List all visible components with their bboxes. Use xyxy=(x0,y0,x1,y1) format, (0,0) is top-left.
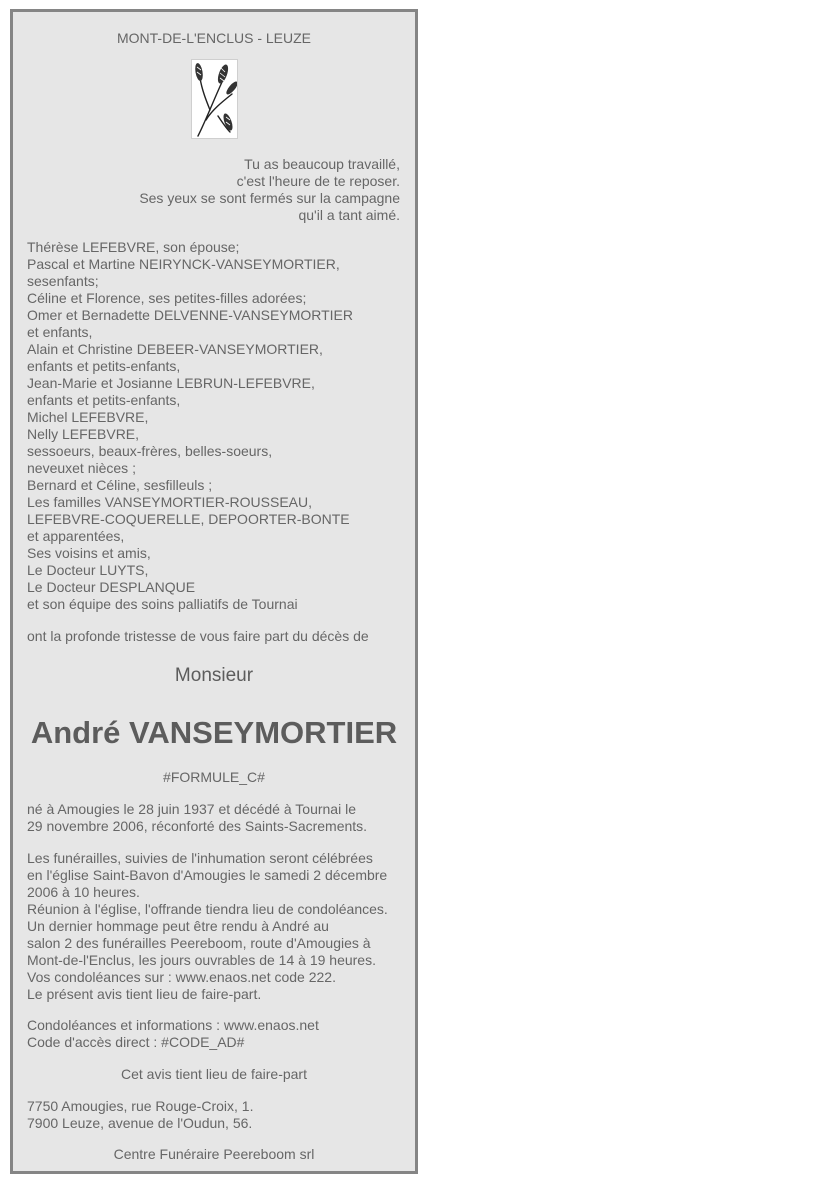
family-line: Céline et Florence, ses petites-filles adorées; xyxy=(27,290,307,306)
family-line: Michel LEFEBVRE, xyxy=(27,409,149,425)
family-line: et apparentées, xyxy=(27,528,125,544)
funeral-line: salon 2 des funérailles Peereboom, route d'Amougies à xyxy=(27,935,371,951)
family-line: Nelly LEFEBVRE, xyxy=(27,426,140,442)
family-line: Le Docteur LUYTS, xyxy=(27,562,149,578)
poem-line: Ses yeux se sont fermés sur la campagne xyxy=(139,190,400,206)
funeral-line: 2006 à 10 heures. xyxy=(27,884,140,900)
family-line: LEFEBVRE-COQUERELLE, DEPOORTER-BONTE xyxy=(27,511,350,527)
deceased-title: Monsieur xyxy=(174,665,254,686)
poem-line: c'est l'heure de te reposer. xyxy=(236,173,400,189)
family-line: enfants et petits-enfants, xyxy=(27,358,181,374)
address-line: 7750 Amougies, rue Rouge-Croix, 1. xyxy=(27,1098,254,1114)
funeral-line: Réunion à l'église, l'offrande tiendra lieu de condoléances. xyxy=(27,901,388,917)
family-line: Thérèse LEFEBVRE, son épouse; xyxy=(27,239,240,255)
poem-line: Tu as beaucoup travaillé, xyxy=(244,156,400,172)
funeral-line: Le présent avis tient lieu de faire-part. xyxy=(27,986,262,1002)
formula-placeholder: #FORMULE_C# xyxy=(163,769,265,785)
birth-death-line: né à Amougies le 28 juin 1937 et décédé à Tournai le xyxy=(27,801,356,817)
avis-text: Cet avis tient lieu de faire-part xyxy=(121,1066,307,1082)
funeral-line: Vos condoléances sur : www.enaos.net code 222. xyxy=(27,969,336,985)
funeral-line: Mont-de-l'Enclus, les jours ouvrables de 14 à 19 heures. xyxy=(27,952,376,968)
family-line: Ses voisins et amis, xyxy=(27,545,151,561)
family-line: neveuxet nièces ; xyxy=(27,460,136,476)
family-line: Jean-Marie et Josianne LEBRUN-LEFEBVRE, xyxy=(27,375,315,391)
funeral-line: en l'église Saint-Bavon d'Amougies le samedi 2 décembre xyxy=(27,867,388,883)
family-line: enfants et petits-enfants, xyxy=(27,392,181,408)
funeral-line: Les funérailles, suivies de l'inhumation seront célébrées xyxy=(27,850,373,866)
family-line: sessoeurs, beaux-frères, belles-soeurs, xyxy=(27,443,273,459)
funeral-line: Un dernier hommage peut être rendu à André au xyxy=(27,918,329,934)
header-location: MONT-DE-L'ENCLUS - LEUZE xyxy=(116,30,312,46)
birth-death-line: 29 novembre 2006, réconforté des Saints-Sacrements. xyxy=(27,818,368,834)
funeral-home-name: Centre Funéraire Peereboom srl xyxy=(113,1146,315,1162)
wheat-emblem-icon xyxy=(191,59,238,139)
condolences-line: Code d'accès direct : #CODE_AD# xyxy=(27,1034,245,1050)
announcement-text: ont la profonde tristesse de vous faire part du décès de xyxy=(27,628,369,644)
deceased-name: André VANSEYMORTIER xyxy=(30,715,398,750)
family-line: Omer et Bernadette DELVENNE-VANSEYMORTIER xyxy=(27,307,353,323)
family-line: et enfants, xyxy=(27,324,93,340)
address-line: 7900 Leuze, avenue de l'Oudun, 56. xyxy=(27,1115,253,1131)
poem-line: qu'il a tant aimé. xyxy=(298,207,400,223)
family-line: et son équipe des soins palliatifs de Tournai xyxy=(27,596,298,612)
family-line: Pascal et Martine NEIRYNCK-VANSEYMORTIER, xyxy=(27,256,340,272)
family-line: sesenfants; xyxy=(27,273,99,289)
family-line: Les familles VANSEYMORTIER-ROUSSEAU, xyxy=(27,494,312,510)
death-notice-card xyxy=(10,9,418,1174)
family-line: Alain et Christine DEBEER-VANSEYMORTIER, xyxy=(27,341,323,357)
condolences-line: Condoléances et informations : www.enaos.net xyxy=(27,1017,319,1033)
family-line: Bernard et Céline, sesfilleuls ; xyxy=(27,477,213,493)
family-line: Le Docteur DESPLANQUE xyxy=(27,579,196,595)
